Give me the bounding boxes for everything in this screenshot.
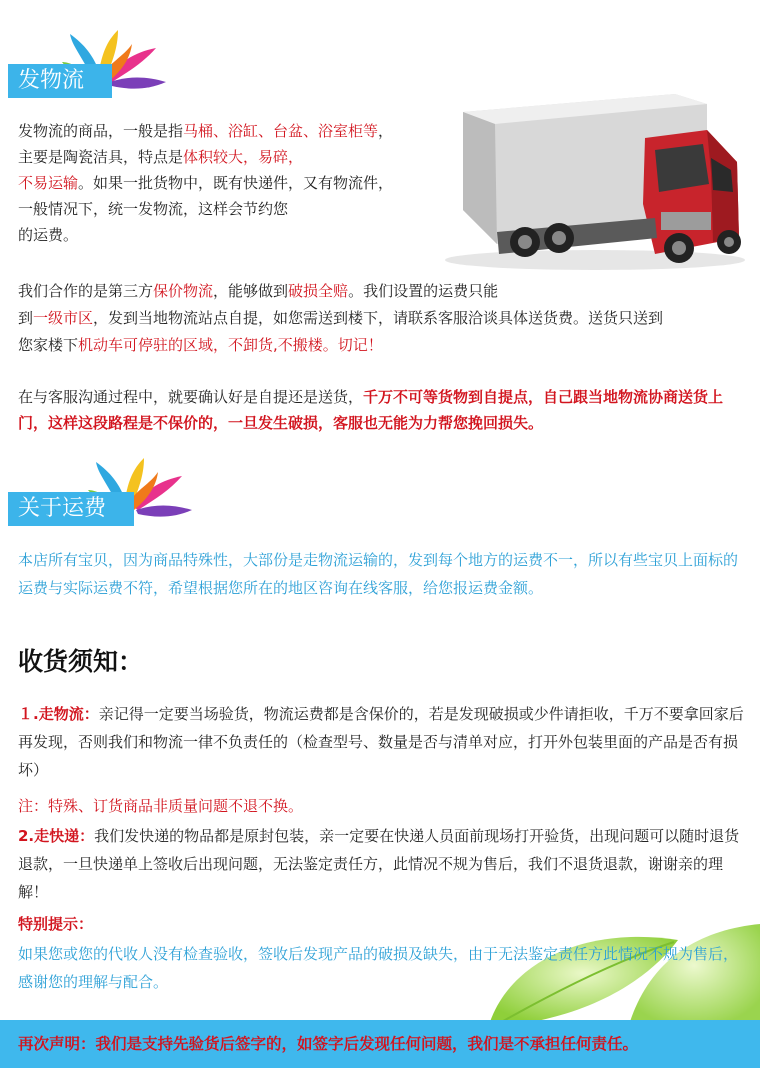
truck-illustration xyxy=(445,92,750,272)
highlight: 体积较大，易碎， xyxy=(183,148,304,166)
text: 发物流的商品，一般是指 xyxy=(18,122,184,140)
p1-line-4 xyxy=(18,196,288,222)
text: 。我们设置的运费只能 xyxy=(348,282,499,300)
text: 特别提示： xyxy=(18,915,94,933)
label: 2.走快递： xyxy=(18,827,95,845)
p1-line-3 xyxy=(18,170,393,196)
text: 再次声明：我们是支持先验货后签字的，如签字后发现任何问题，我们是不承担任何责任。 xyxy=(18,1035,639,1053)
text: ，能够做到 xyxy=(213,282,289,300)
text: ， xyxy=(378,122,394,140)
text: 我们发快递的物品都是原封包装，亲一定要在快递人员面前现场打开验货，出现问题可以随时退货退款，一旦快递单上签收后出现问题，无法鉴定责任方，此情况不规为售后，我们不退货退款，谢谢亲的理解！ xyxy=(18,827,740,901)
text: 一般情况下，统一发物流，这样会节约您 xyxy=(18,200,289,218)
item-2 xyxy=(18,822,744,906)
highlight: 保价物流 xyxy=(153,282,214,300)
highlight: 马桶、浴缸、台盆、浴室柜等 xyxy=(183,122,379,140)
item-1 xyxy=(18,700,744,784)
text: 收货须知： xyxy=(18,647,144,676)
text: 亲记得一定要当场验货，物流运费都是含保价的，若是发现破损或少件请拒收，千万不要拿回家后再发现，否则我们和物流一律不负责任的（检查型号、数量是否与清单对应，打开外包装里面的产品是否有损坏） xyxy=(18,705,744,779)
p1-line-5 xyxy=(18,222,78,248)
footer-declaration xyxy=(0,1020,760,1068)
highlight: 不易运输 xyxy=(18,174,79,192)
text: 在与客服沟通过程中，就要确认好是自提还是送货， xyxy=(18,388,364,406)
text: 注：特殊、订货商品非质量问题不退不换。 xyxy=(18,797,304,815)
text: 主要是陶瓷洁具，特点是 xyxy=(18,148,184,166)
text: 您家楼下 xyxy=(18,336,79,354)
section-header-shipping-fee xyxy=(8,492,134,526)
text: ，发到当地物流站点自提，如您需送到楼下，请联系客服洽谈具体送货费。送货只送到 xyxy=(93,309,664,327)
p1-line-1 xyxy=(18,118,393,144)
p2-line-2 xyxy=(18,305,663,331)
text: 的运费。 xyxy=(18,226,79,244)
section-header-logistics xyxy=(8,64,112,98)
receiving-notice-title xyxy=(18,642,143,678)
section-title: 关于运费 xyxy=(18,496,107,521)
p2-line-1 xyxy=(18,278,498,304)
special-tip-label xyxy=(18,910,93,938)
highlight: 千万不可等货物到自提点，自己跟当地物流协商送货上门，这样这段路程是不保价的，一旦发生破损，客服也无能为力帮您挽回损失。 xyxy=(18,388,724,432)
highlight: 破损全赔 xyxy=(288,282,349,300)
p1-line-2 xyxy=(18,144,303,170)
special-tip-text xyxy=(18,940,744,996)
text: 。如果一批货物中，既有快递件，又有物流件， xyxy=(78,174,394,192)
shipping-fee-text xyxy=(18,546,744,602)
p2-line-3 xyxy=(18,332,383,358)
text: 如果您或您的代收人没有检查验收，签收后发现产品的破损及缺失，由于无法鉴定责任方此情况不规为售后，感谢您的理解与配合。 xyxy=(18,945,739,991)
text: 本店所有宝贝，因为商品特殊性，大部份是走物流运输的，发到每个地方的运费不一，所以有些宝贝上面标的运费与实际运费不符，希望根据您所在的地区咨询在线客服，给您报运费金额。 xyxy=(18,551,739,597)
highlight: 机动车可停驻的区域，不卸货,不搬楼。切记！ xyxy=(78,336,383,354)
p3-warning xyxy=(18,384,744,436)
text: 到 xyxy=(18,309,34,327)
section-title: 发物流 xyxy=(18,68,85,93)
label: １.走物流： xyxy=(18,705,99,723)
note xyxy=(18,792,303,820)
text: 我们合作的是第三方 xyxy=(18,282,154,300)
highlight: 一级市区 xyxy=(33,309,94,327)
